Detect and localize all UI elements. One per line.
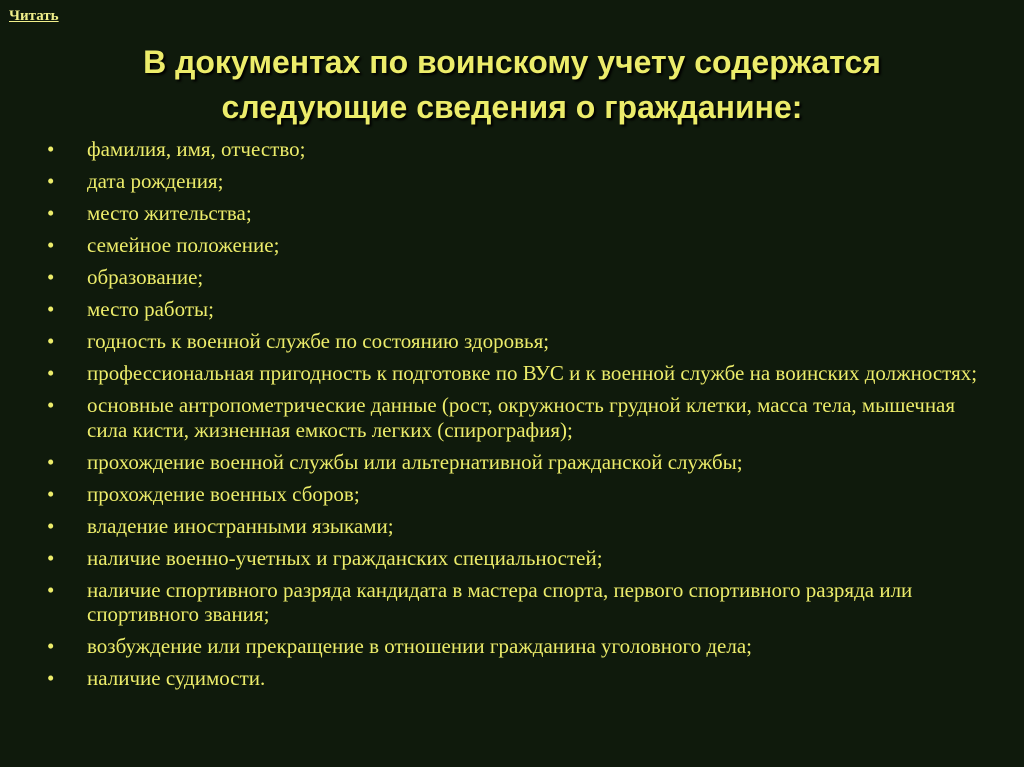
bullet-icon: • xyxy=(47,329,55,353)
bullet-icon: • xyxy=(47,545,55,570)
list-item xyxy=(0,265,1024,290)
list-item-text: дата рождения; xyxy=(87,169,224,193)
list-item-text: наличие спортивного разряда кандидата в мастера спорта, первого спортивного разряда или спортивного звания; xyxy=(87,577,913,626)
list-item xyxy=(0,361,1024,386)
bullet-icon: • xyxy=(47,201,55,225)
list-item-text: фамилия, имя, отчество; xyxy=(87,137,306,161)
list-item-text: основные антропометрические данные (рост, окружность грудной клетки, масса тела, мышечная сила кисти, жизненная емкость легких (спирография); xyxy=(87,393,956,442)
list-item xyxy=(0,666,1024,691)
page-title xyxy=(0,40,1024,130)
list-item xyxy=(0,578,1024,627)
list-item xyxy=(0,546,1024,571)
list-item-text: профессиональная пригодность к подготовке по ВУС и к военной службе на воинских должностях; xyxy=(87,361,978,385)
list-item-text: прохождение военной службы или альтернативной гражданской службы; xyxy=(87,449,743,474)
list-item xyxy=(0,482,1024,507)
list-item-text: место жительства; xyxy=(87,201,252,225)
list-item xyxy=(0,450,1024,475)
list-item xyxy=(0,169,1024,194)
bullet-icon: • xyxy=(47,634,55,658)
title-line-2: следующие сведения о гражданине: xyxy=(221,89,803,125)
bullet-icon: • xyxy=(47,393,55,417)
list-item xyxy=(0,297,1024,322)
bullet-icon: • xyxy=(47,137,55,161)
list-item xyxy=(0,329,1024,354)
list-item xyxy=(0,233,1024,258)
list-item-text: семейное положение; xyxy=(87,233,280,257)
bullet-icon: • xyxy=(47,169,55,193)
bullet-icon: • xyxy=(47,666,55,690)
title-line-1: В документах по воинскому учету содержатся xyxy=(143,44,881,80)
list-item xyxy=(0,201,1024,226)
list-item-text: годность к военной службе по состоянию здоровья; xyxy=(87,329,550,353)
list-item xyxy=(0,393,1024,442)
citizen-info-list xyxy=(0,137,1024,698)
bullet-icon: • xyxy=(47,513,55,538)
list-item-text: возбуждение или прекращение в отношении гражданина уголовного дела; xyxy=(87,634,752,658)
list-item-text: прохождение военных сборов; xyxy=(87,481,360,506)
list-item-text: наличие судимости. xyxy=(87,666,266,690)
bullet-icon: • xyxy=(47,577,55,602)
list-item-text: образование; xyxy=(87,265,204,289)
list-item-text: наличие военно-учетных и гражданских специальностей; xyxy=(87,545,603,570)
bullet-icon: • xyxy=(47,297,55,321)
bullet-icon: • xyxy=(47,265,55,289)
list-item-text: владение иностранными языками; xyxy=(87,513,394,538)
bullet-icon: • xyxy=(47,481,55,506)
read-link[interactable]: Читать xyxy=(9,8,59,24)
list-item xyxy=(0,514,1024,539)
bullet-icon: • xyxy=(47,449,55,474)
bullet-icon: • xyxy=(47,233,55,257)
bullet-icon: • xyxy=(47,361,55,385)
list-item-text: место работы; xyxy=(87,297,214,321)
list-item xyxy=(0,634,1024,659)
list-item xyxy=(0,137,1024,162)
